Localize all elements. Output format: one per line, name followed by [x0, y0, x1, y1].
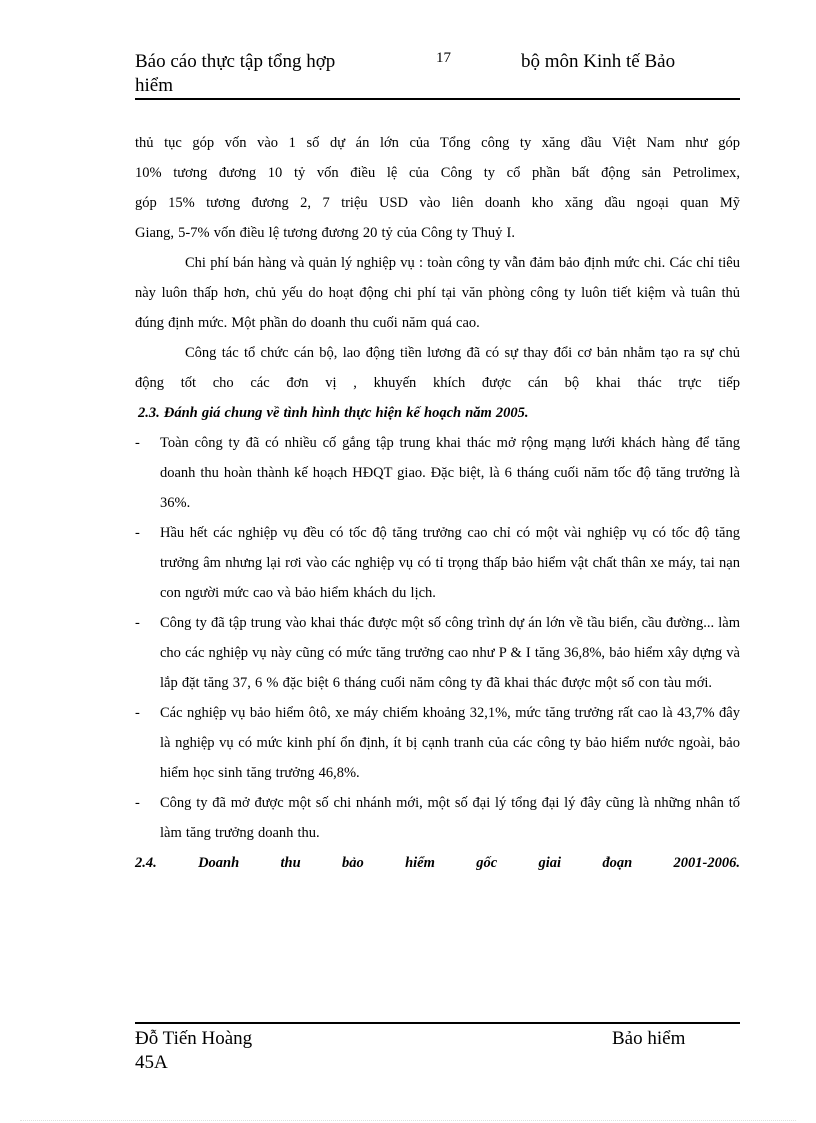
bullet-item	[135, 428, 740, 518]
bullet-text: Công ty đã tập trung vào khai thác được một số công trình dự án lớn về tầu biển, cầu đường... làm cho các nghiệp vụ này cũng có mức tăng trưởng cao như P & I tăng 36,8%, bảo hiểm xây dựng và lắp đặt tăng 37, 6 % đặc biệt 6 tháng cuối năm công ty đã khai thác được một số con tàu mới.	[160, 615, 740, 691]
bullet-dash: -	[135, 435, 140, 451]
header-title-line2: hiểm	[135, 75, 173, 96]
paragraph-1-line-3: góp 15% tương đương 2, 7 triệu USD vào liên doanh kho xăng dầu ngoại quan Mỹ	[135, 195, 740, 211]
bullet-dash: -	[135, 795, 140, 811]
bullet-dash: -	[135, 705, 140, 721]
footer-rule	[135, 1022, 740, 1024]
page-number: 17	[436, 50, 451, 66]
section-heading-2-3: 2.3. Đánh giá chung về tình hình thực hiện kế hoạch năm 2005.	[138, 405, 529, 421]
bullet-item	[135, 698, 740, 788]
paragraph-2: Chi phí bán hàng và quản lý nghiệp vụ : toàn công ty vẫn đảm bảo định mức chi. Các chỉ tiêu này luôn thấp hơn, chủ yếu do hoạt động chi phí tại văn phòng công ty luôn tiết kiệm và tuân thủ đúng định mức. Một phần do doanh thu cuối năm quá cao.	[135, 255, 740, 331]
footer-class: 45A	[135, 1052, 168, 1073]
section-heading-2-4: 2.4. Doanh thu bảo hiểm gốc giai đoạn 2001-2006.	[135, 855, 740, 871]
document-body	[135, 128, 740, 878]
bullet-item	[135, 518, 740, 608]
bullet-item	[135, 788, 740, 848]
bullet-text: Công ty đã mở được một số chi nhánh mới, một số đại lý tổng đại lý đây cũng là những nhân tố làm tăng trưởng doanh thu.	[160, 795, 740, 841]
paragraph-3: Công tác tổ chức cán bộ, lao động tiền lương đã có sự thay đổi cơ bản nhằm tạo ra sự chủ động tốt cho các đơn vị , khuyến khích được cán bộ khai thác trực tiếp	[135, 345, 740, 391]
page-edge-divider	[20, 1120, 796, 1121]
bullet-dash: -	[135, 615, 140, 631]
paragraph-1-line-2: 10% tương đương 10 tỷ vốn điều lệ của Công ty cổ phần bất động sản Petrolimex,	[135, 165, 740, 181]
footer-department: Bảo hiểm	[612, 1028, 686, 1049]
bullet-dash: -	[135, 525, 140, 541]
bullet-text: Toàn công ty đã có nhiều cố gắng tập trung khai thác mở rộng mạng lưới khách hàng để tăng doanh thu hoàn thành kế hoạch HĐQT giao. Đặc biệt, là 6 tháng cuối năm tốc độ tăng trưởng là 36%.	[160, 435, 740, 511]
footer-author-block	[135, 1027, 252, 1075]
bullet-text: Hầu hết các nghiệp vụ đều có tốc độ tăng trưởng cao chỉ có một vài nghiệp vụ có tốc độ tăng trưởng âm nhưng lại rơi vào các nghiệp vụ có tỉ trọng thấp bảo hiểm vật chất thân xe máy, tai nạn con người mức cao và bảo hiểm khách du lịch.	[160, 525, 740, 601]
header-title	[135, 50, 385, 98]
paragraph-1-line-1: thủ tục góp vốn vào 1 số dự án lớn của Tổng công ty xăng dầu Việt Nam như góp	[135, 135, 740, 151]
header-department: bộ môn Kinh tế Bảo	[521, 51, 676, 72]
header-rule	[135, 98, 740, 100]
bullet-item	[135, 608, 740, 698]
bullet-text: Các nghiệp vụ bảo hiểm ôtô, xe máy chiếm khoảng 32,1%, mức tăng trưởng rất cao là 43,7% đây là nghiệp vụ có mức kinh phí ổn định, ít bị cạnh tranh của các công ty bảo hiểm nước ngoài, bảo hiểm học sinh tăng trưởng 46,8%.	[160, 705, 740, 781]
header-title-line1: Báo cáo thực tập tổng hợp	[135, 51, 336, 72]
paragraph-1-line-4: Giang, 5-7% vốn điều lệ tương đương 20 tỷ của Công ty Thuỷ I.	[135, 225, 516, 241]
footer-author: Đỗ Tiến Hoàng	[135, 1028, 253, 1049]
